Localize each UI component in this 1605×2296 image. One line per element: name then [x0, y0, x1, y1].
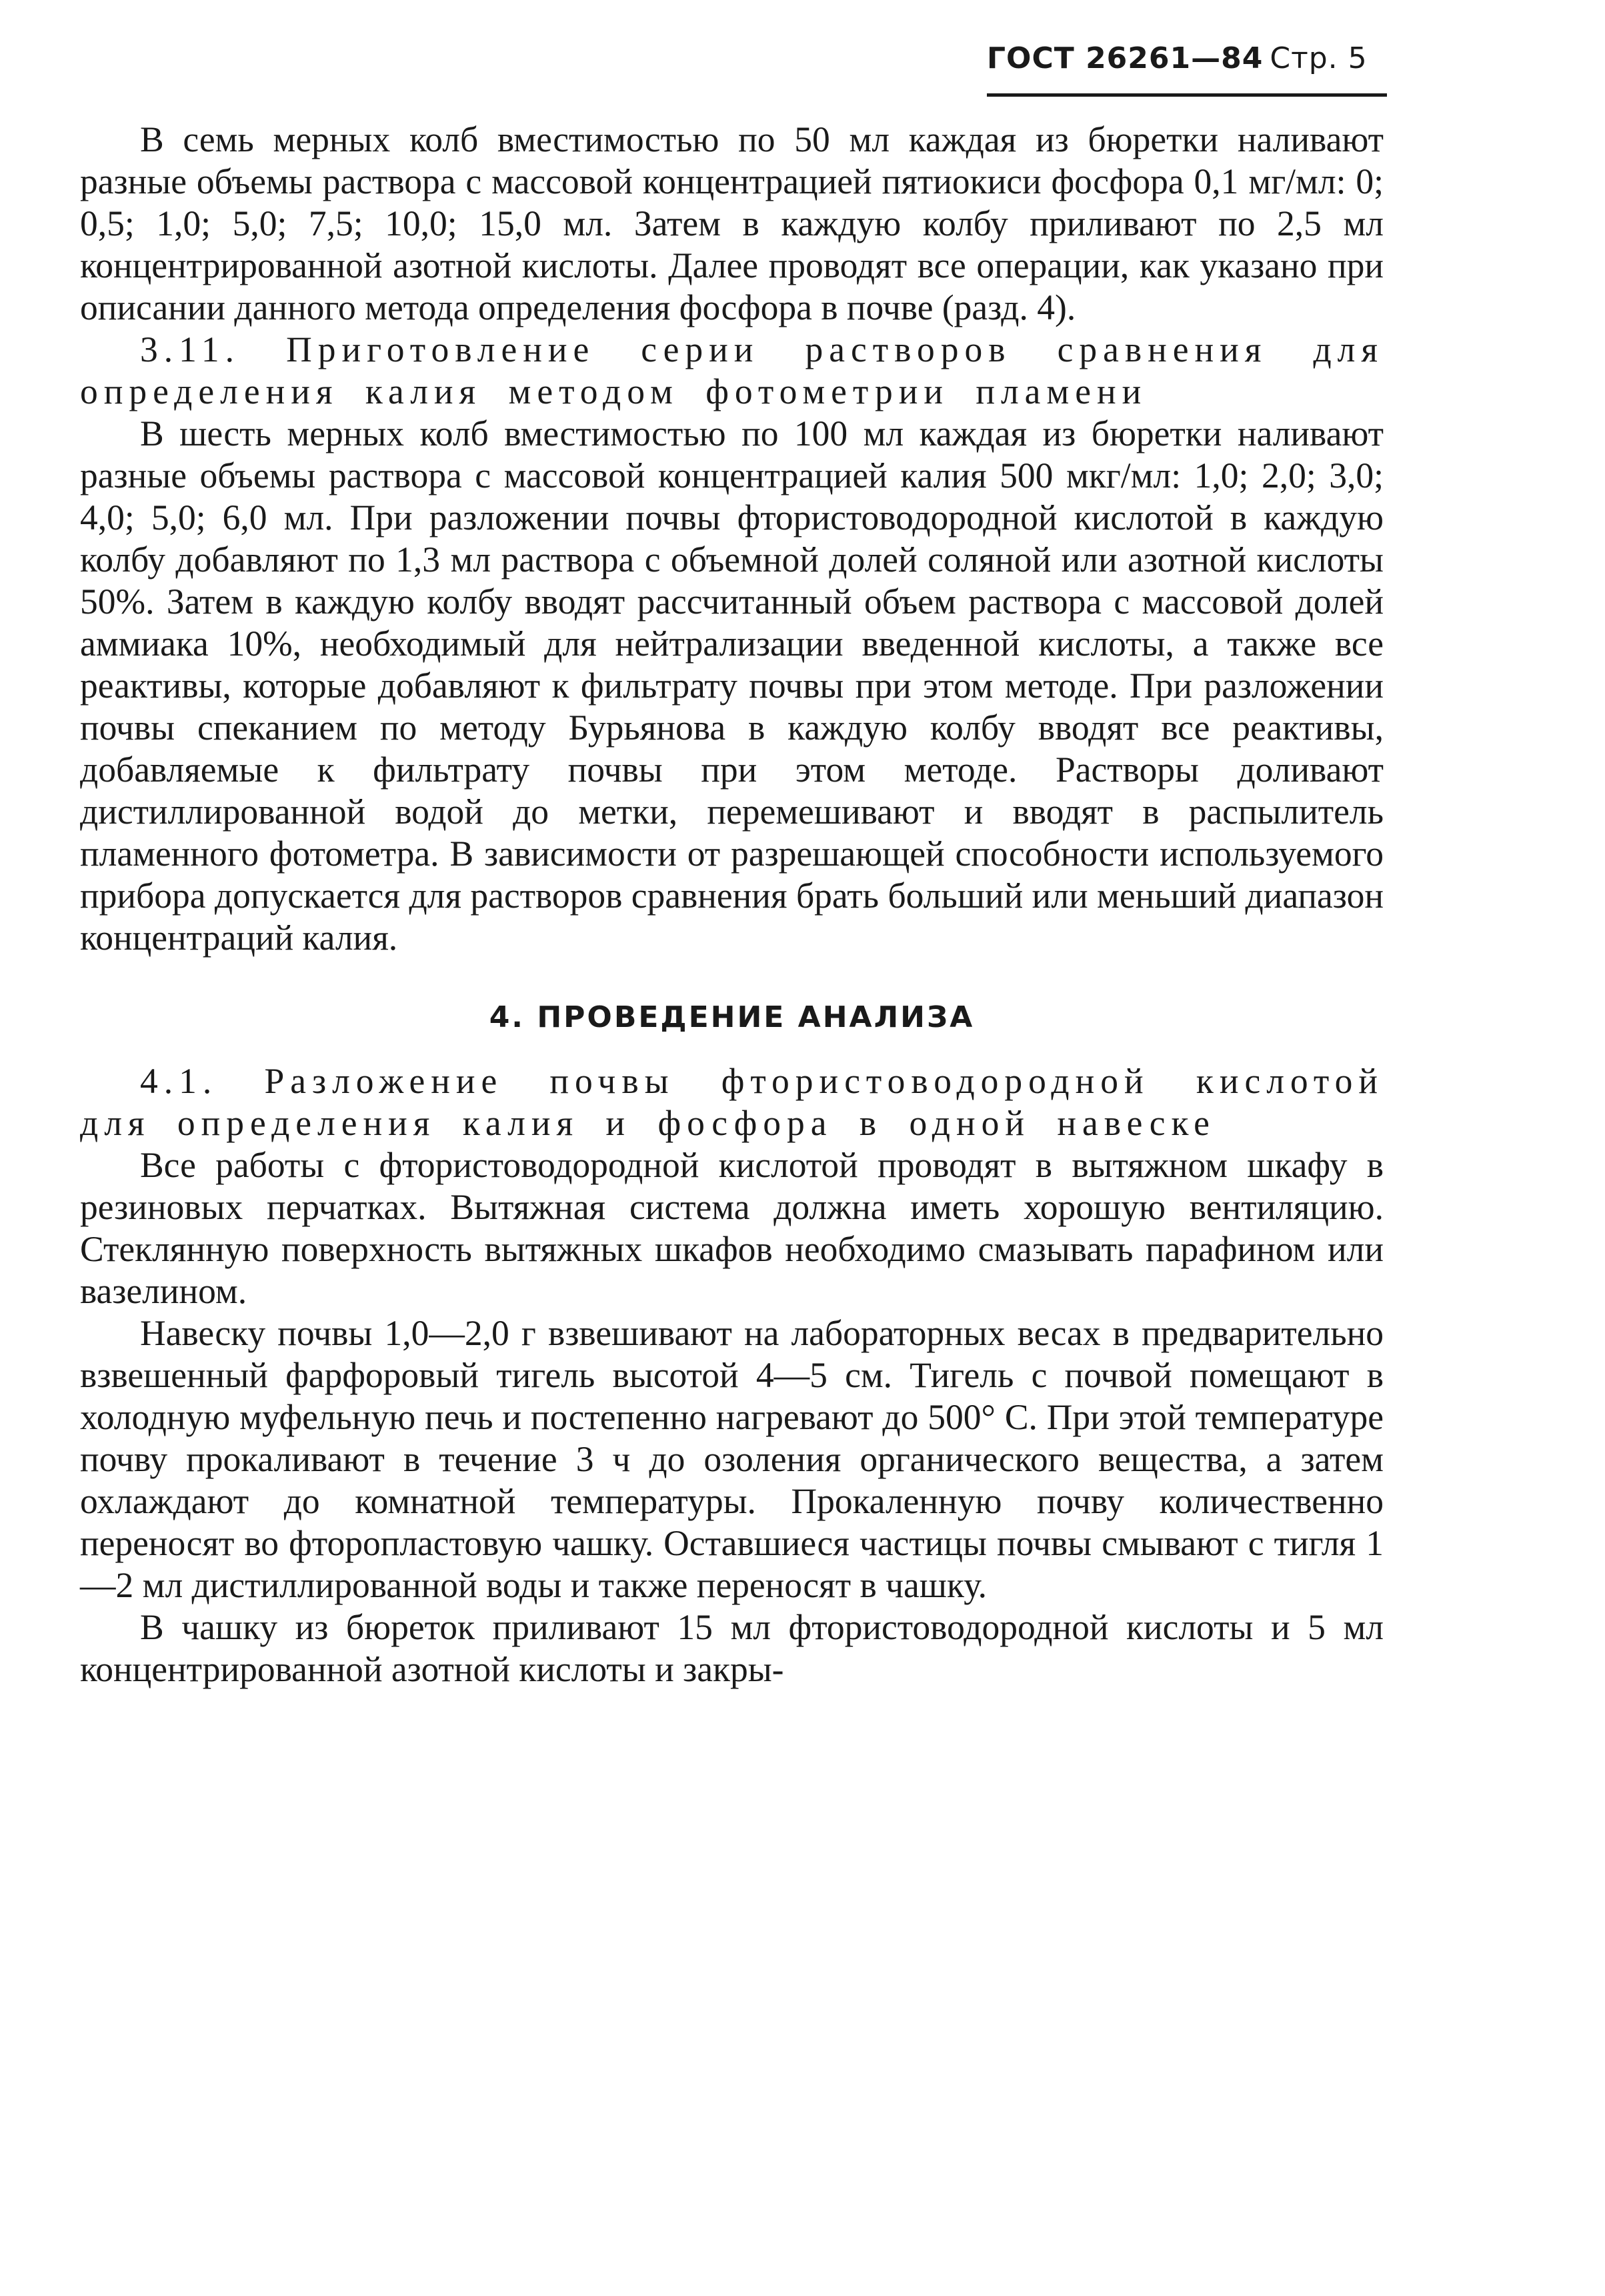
paragraph-phosphorus-series: В семь мерных колб вместимостью по 50 мл каждая из бюретки наливают разные объемы раствора с массовой концентрацией пятиокиси фосфора 0,1 мг/мл: 0; 0,5; 1,0; 5,0; 7,5; 10,0; 15,0 мл. Затем в каждую колбу приливают по 2,5 мл концентрированной азотной кислоты. Далее проводят все операции, как указано при описании данного метода определения фосфора в почве (разд. 4). — [80, 119, 1384, 327]
section-heading-4: 4. ПРОВЕДЕНИЕ АНАЛИЗА — [489, 1000, 975, 1034]
page-number: Стр. 5 — [1270, 41, 1368, 75]
standard-number: ГОСТ 26261—84 — [987, 41, 1264, 75]
clause-heading-4-1: 4.1. Разложение почвы фтористоводородной кислотой для определения калия и фосфора в одной навеске — [80, 1061, 1384, 1143]
document-body — [80, 119, 1384, 1690]
paragraph-potassium-series: В шесть мерных колб вместимостью по 100 мл каждая из бюретки наливают разные объемы раствора с массовой концентрацией калия 500 мкг/мл: 1,0; 2,0; 3,0; 4,0; 5,0; 6,0 мл. При разложении почвы фтористоводородной кислотой в каждую колбу добавляют по 1,3 мл раствора с объемной долей соляной или азотной кислоты 50%. Затем в каждую колбу вводят рассчитанный объем раствора с массовой долей аммиака 10%, необходимый для нейтрализации введенной кислоты, а также все реактивы, которые добавляют к фильтрату почвы при этом методе. При разложении почвы спеканием по методу Бурьянова в каждую колбу вводят все реактивы, добавляемые к фильтрату почвы при этом методе. Растворы доливают дистиллированной водой до метки, перемешивают и вводят в распылитель пламенного фотометра. В зависимости от разрешающей способности используемого прибора допускается для растворов сравнения брать больший или меньший диапазон концентраций калия. — [80, 413, 1384, 958]
clause-heading-3-11: 3.11. Приготовление серии растворов сравнения для определения калия методом фотометрии пламени — [80, 329, 1384, 411]
paragraph-sample-preparation: Навеску почвы 1,0—2,0 г взвешивают на лабораторных весах в предварительно взвешенный фарфоровый тигель высотой 4—5 см. Тигель с почвой помещают в холодную муфельную печь и постепенно нагревают до 500° С. При этой температуре почву прокаливают в течение 3 ч до озоления органического вещества, а затем охлаждают до комнатной температуры. Прокаленную почву количественно переносят во фторопластовую чашку. Оставшиеся частицы почвы смывают с тигля 1—2 мл дистиллированной воды и также переносят в чашку. — [80, 1313, 1384, 1605]
paragraph-safety: Все работы с фтористоводородной кислотой проводят в вытяжном шкафу в резиновых перчатках. Вытяжная система должна иметь хорошую вентиляцию. Стеклянную поверхность вытяжных шкафов необходимо смазывать парафином или вазелином. — [80, 1145, 1384, 1311]
header-rule — [987, 93, 1387, 97]
running-header — [987, 41, 1387, 88]
paragraph-acid-addition: В чашку из бюреток приливают 15 мл фтористоводородной кислоты и 5 мл концентрированной азотной кислоты и закры- — [80, 1607, 1384, 1689]
